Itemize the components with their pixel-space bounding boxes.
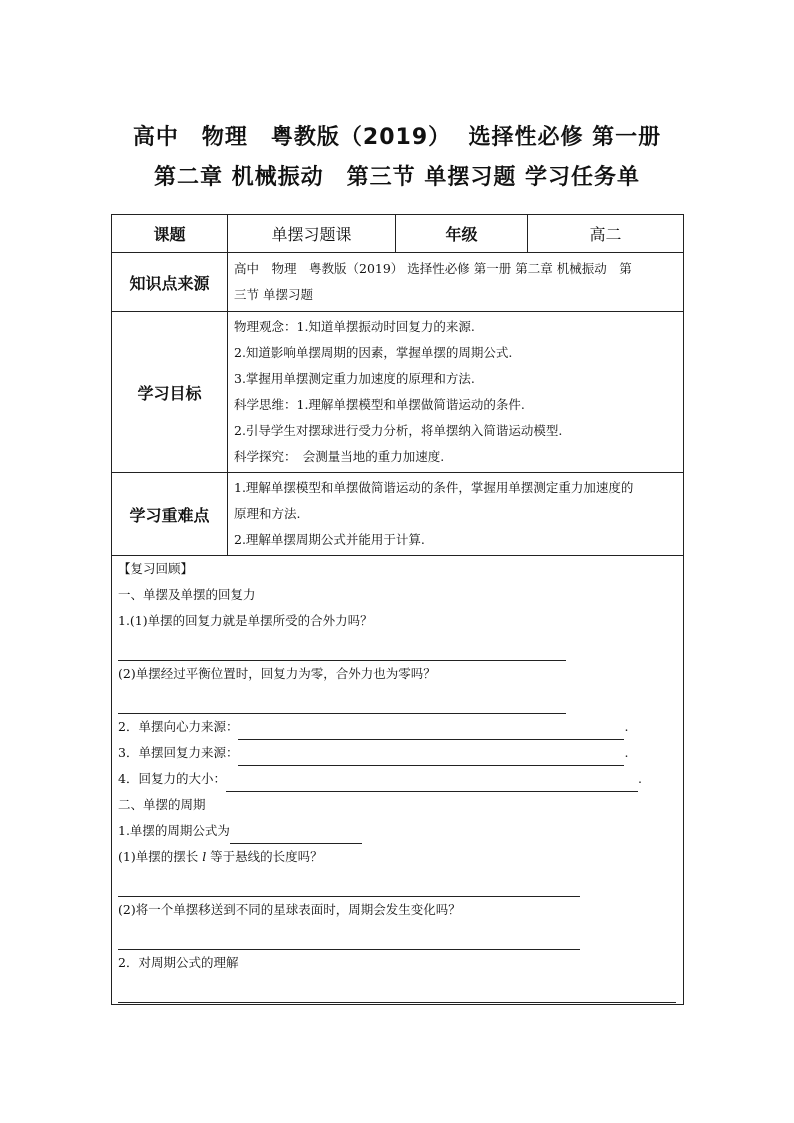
topic-label: 课题: [112, 215, 228, 253]
goal-line: 2.引导学生对摆球进行受力分析，将单摆纳入简谐运动模型.: [234, 423, 563, 438]
period: .: [624, 719, 629, 734]
grade-value: 高二: [528, 215, 684, 253]
fill-question: [118, 818, 677, 844]
topic-value: 单摆习题课: [228, 215, 396, 253]
task-sheet-table: [111, 214, 684, 1005]
goal-line: 2.知道影响单摆周期的因素，掌握单摆的周期公式.: [234, 345, 513, 360]
question: (2)单摆经过平衡位置时，回复力为零，合外力也为零吗？: [118, 666, 436, 681]
answer-blank[interactable]: [226, 777, 638, 792]
question-text: 1.单摆的周期公式为: [118, 823, 230, 838]
fill-question: [118, 740, 677, 766]
fill-question: [118, 766, 677, 792]
difficulty-line: 原理和方法.: [234, 506, 301, 521]
fill-question: [118, 714, 677, 740]
period: .: [637, 771, 642, 786]
question-text: 3．单摆回复力来源：: [118, 745, 239, 760]
difficulties-row: [112, 473, 684, 556]
goal-line: 科学思维：1.理解单摆模型和单摆做简谐运动的条件.: [234, 397, 525, 412]
answer-blank[interactable]: [238, 725, 624, 740]
source-line: 三节 单摆习题: [234, 287, 313, 302]
grade-label: 年级: [396, 215, 528, 253]
difficulties-content: [228, 473, 684, 556]
difficulty-line: 2.理解单摆周期公式并能用于计算.: [234, 532, 425, 547]
difficulty-line: 1.理解单摆模型和单摆做简谐运动的条件，掌握用单摆测定重力加速度的: [234, 480, 634, 495]
review-heading: 【复习回顾】: [118, 561, 194, 576]
source-content: [228, 253, 684, 312]
question-text: 4．回复力的大小：: [118, 771, 226, 786]
question: [118, 844, 677, 870]
question: 1.(1)单摆的回复力就是单摆所受的合外力吗？: [118, 613, 373, 628]
title-line-1: 高中 物理 粤教版（2019） 选择性必修 第一册: [132, 125, 662, 150]
answer-blank[interactable]: [230, 829, 362, 844]
answer-line[interactable]: [118, 976, 676, 1003]
goal-line: 科学探究： 会测量当地的重力加速度.: [234, 449, 445, 464]
review-row: [112, 556, 684, 1005]
header-row: [112, 215, 684, 253]
section-heading: 二、单摆的周期: [118, 797, 206, 812]
section-heading: 一、单摆及单摆的回复力: [118, 587, 256, 602]
goals-content: [228, 312, 684, 473]
question: 2．对周期公式的理解: [118, 955, 239, 970]
length-variable: l: [202, 849, 207, 864]
answer-line[interactable]: [118, 687, 566, 714]
answer-blank[interactable]: [238, 751, 624, 766]
question-text: 2．单摆向心力来源：: [118, 719, 239, 734]
title-line-2: 第二章 机械振动 第三节 单摆习题 学习任务单: [154, 165, 640, 190]
source-row: [112, 253, 684, 312]
goals-label: 学习目标: [112, 312, 228, 473]
source-label: 知识点来源: [112, 253, 228, 312]
difficulties-label: 学习重难点: [112, 473, 228, 556]
goal-line: 3.掌握用单摆测定重力加速度的原理和方法.: [234, 371, 475, 386]
period: .: [624, 745, 629, 760]
question: (2)将一个单摆移送到不同的星球表面时，周期会发生变化吗？: [118, 902, 461, 917]
question-text: 等于悬线的长度吗？: [206, 849, 323, 864]
goal-line: 物理观念：1.知道单摆振动时回复力的来源.: [234, 319, 475, 334]
answer-line[interactable]: [118, 923, 580, 950]
source-line: 高中 物理 粤教版（2019） 选择性必修 第一册 第二章 机械振动 第: [234, 261, 632, 276]
answer-line[interactable]: [118, 870, 580, 897]
goals-row: [112, 312, 684, 473]
review-content: [112, 556, 684, 1005]
answer-line[interactable]: [118, 634, 566, 661]
question-text: (1)单摆的摆长: [118, 849, 203, 864]
